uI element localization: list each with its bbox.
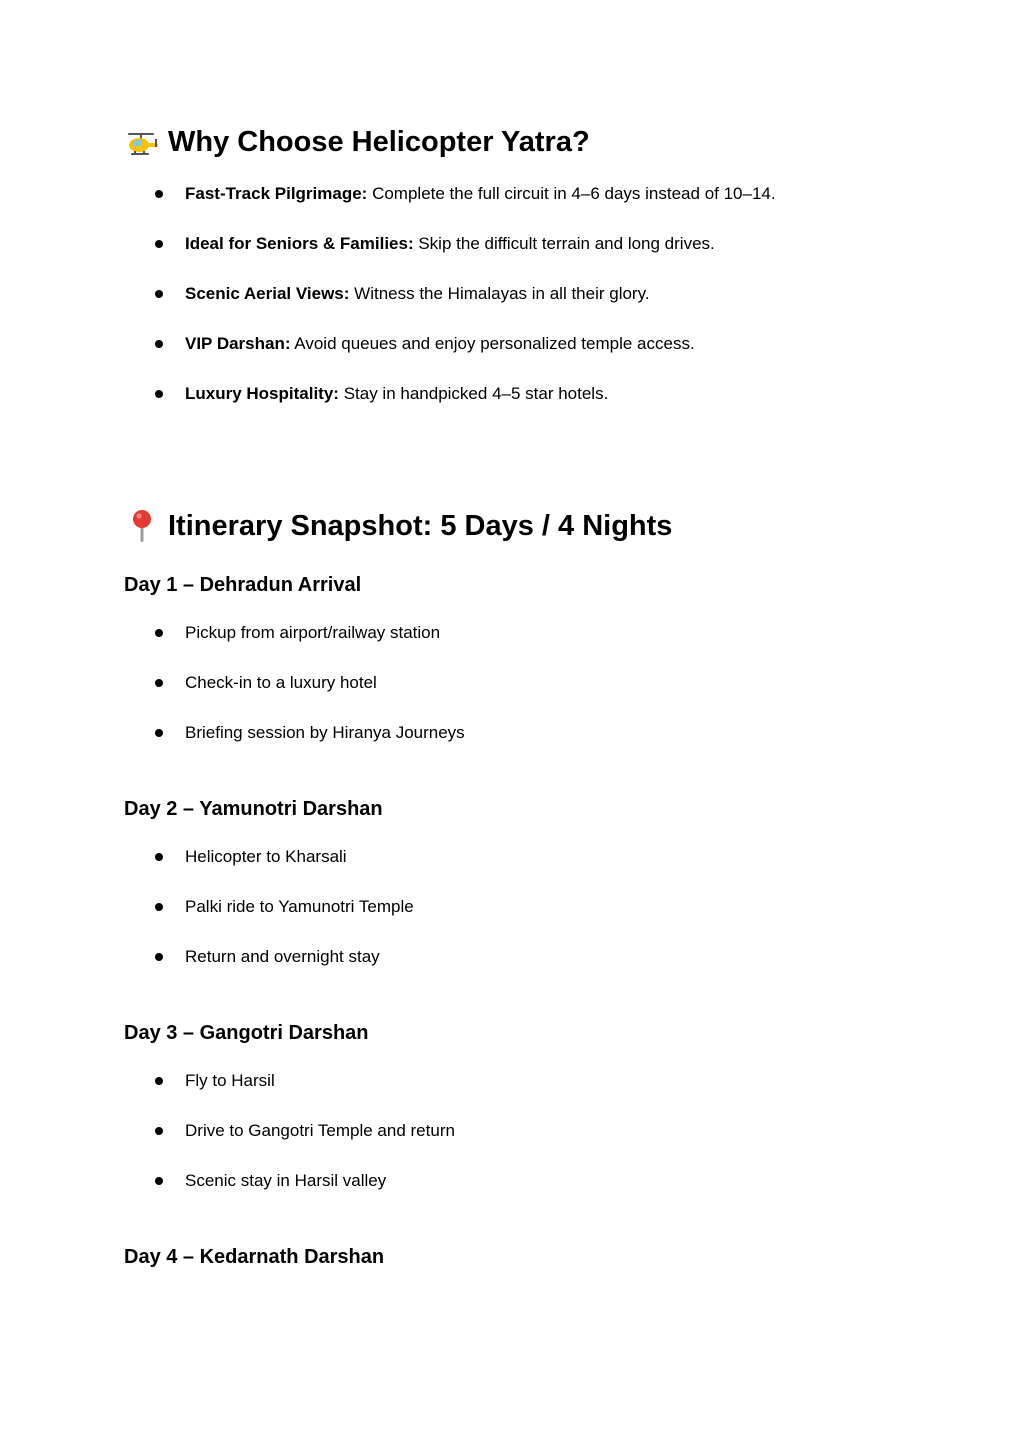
section-heading-text: Itinerary Snapshot: 5 Days / 4 Nights bbox=[168, 510, 673, 542]
list-item bbox=[155, 846, 347, 868]
list-item bbox=[155, 622, 440, 644]
list-item bbox=[155, 1170, 386, 1192]
bullet bbox=[155, 629, 163, 637]
map-pin-icon bbox=[124, 508, 160, 544]
list-item-text: Fly to Harsil bbox=[185, 1071, 275, 1090]
bullet bbox=[155, 729, 163, 737]
list-item-text: Check-in to a luxury hotel bbox=[185, 673, 377, 692]
section-heading-why-choose bbox=[124, 124, 590, 160]
list-item-text: Stay in handpicked 4–5 star hotels. bbox=[338, 384, 609, 403]
list-item bbox=[155, 283, 650, 305]
list-item-text: Palki ride to Yamunotri Temple bbox=[185, 897, 414, 916]
section-heading-text: Why Choose Helicopter Yatra? bbox=[168, 126, 590, 158]
bullet bbox=[155, 190, 163, 198]
list-item-label: Fast-Track Pilgrimage: bbox=[185, 184, 368, 203]
bullet bbox=[155, 903, 163, 911]
bullet bbox=[155, 340, 163, 348]
list-item-label: VIP Darshan: bbox=[185, 334, 291, 353]
list-item-label: Luxury Hospitality: bbox=[185, 384, 339, 403]
section-heading-itinerary bbox=[124, 508, 672, 544]
bullet bbox=[155, 1177, 163, 1185]
bullet bbox=[155, 1077, 163, 1085]
list-item-text: Drive to Gangotri Temple and return bbox=[185, 1121, 455, 1140]
bullet bbox=[155, 679, 163, 687]
list-item-text: Complete the full circuit in 4–6 days instead of 10–14. bbox=[367, 184, 776, 203]
day-heading: Day 3 – Gangotri Darshan bbox=[124, 1022, 369, 1044]
bullet bbox=[155, 953, 163, 961]
list-item bbox=[155, 896, 414, 918]
list-item bbox=[155, 722, 465, 744]
list-item bbox=[155, 672, 377, 694]
list-item-label: Scenic Aerial Views: bbox=[185, 284, 350, 303]
list-item-text: Return and overnight stay bbox=[185, 947, 380, 966]
list-item bbox=[155, 1070, 275, 1092]
list-item-text: Scenic stay in Harsil valley bbox=[185, 1171, 387, 1190]
helicopter-icon bbox=[124, 124, 160, 160]
list-item-text: Briefing session by Hiranya Journeys bbox=[185, 723, 465, 742]
bullet bbox=[155, 240, 163, 248]
list-item bbox=[155, 233, 715, 255]
list-item bbox=[155, 183, 776, 205]
list-item-text: Avoid queues and enjoy personalized temple access. bbox=[290, 334, 695, 353]
list-item bbox=[155, 946, 380, 968]
list-item-text: Helicopter to Kharsali bbox=[185, 847, 347, 866]
day-heading: Day 2 – Yamunotri Darshan bbox=[124, 798, 383, 820]
list-item bbox=[155, 383, 608, 405]
day-heading: Day 1 – Dehradun Arrival bbox=[124, 574, 362, 596]
bullet bbox=[155, 290, 163, 298]
list-item-text: Witness the Himalayas in all their glory. bbox=[349, 284, 650, 303]
list-item-text: Pickup from airport/railway station bbox=[185, 623, 441, 642]
bullet bbox=[155, 1127, 163, 1135]
list-item bbox=[155, 333, 695, 355]
day-heading: Day 4 – Kedarnath Darshan bbox=[124, 1246, 385, 1268]
bullet bbox=[155, 853, 163, 861]
list-item-label: Ideal for Seniors & Families: bbox=[185, 234, 414, 253]
list-item-text: Skip the difficult terrain and long drives. bbox=[413, 234, 715, 253]
bullet bbox=[155, 390, 163, 398]
list-item bbox=[155, 1120, 455, 1142]
